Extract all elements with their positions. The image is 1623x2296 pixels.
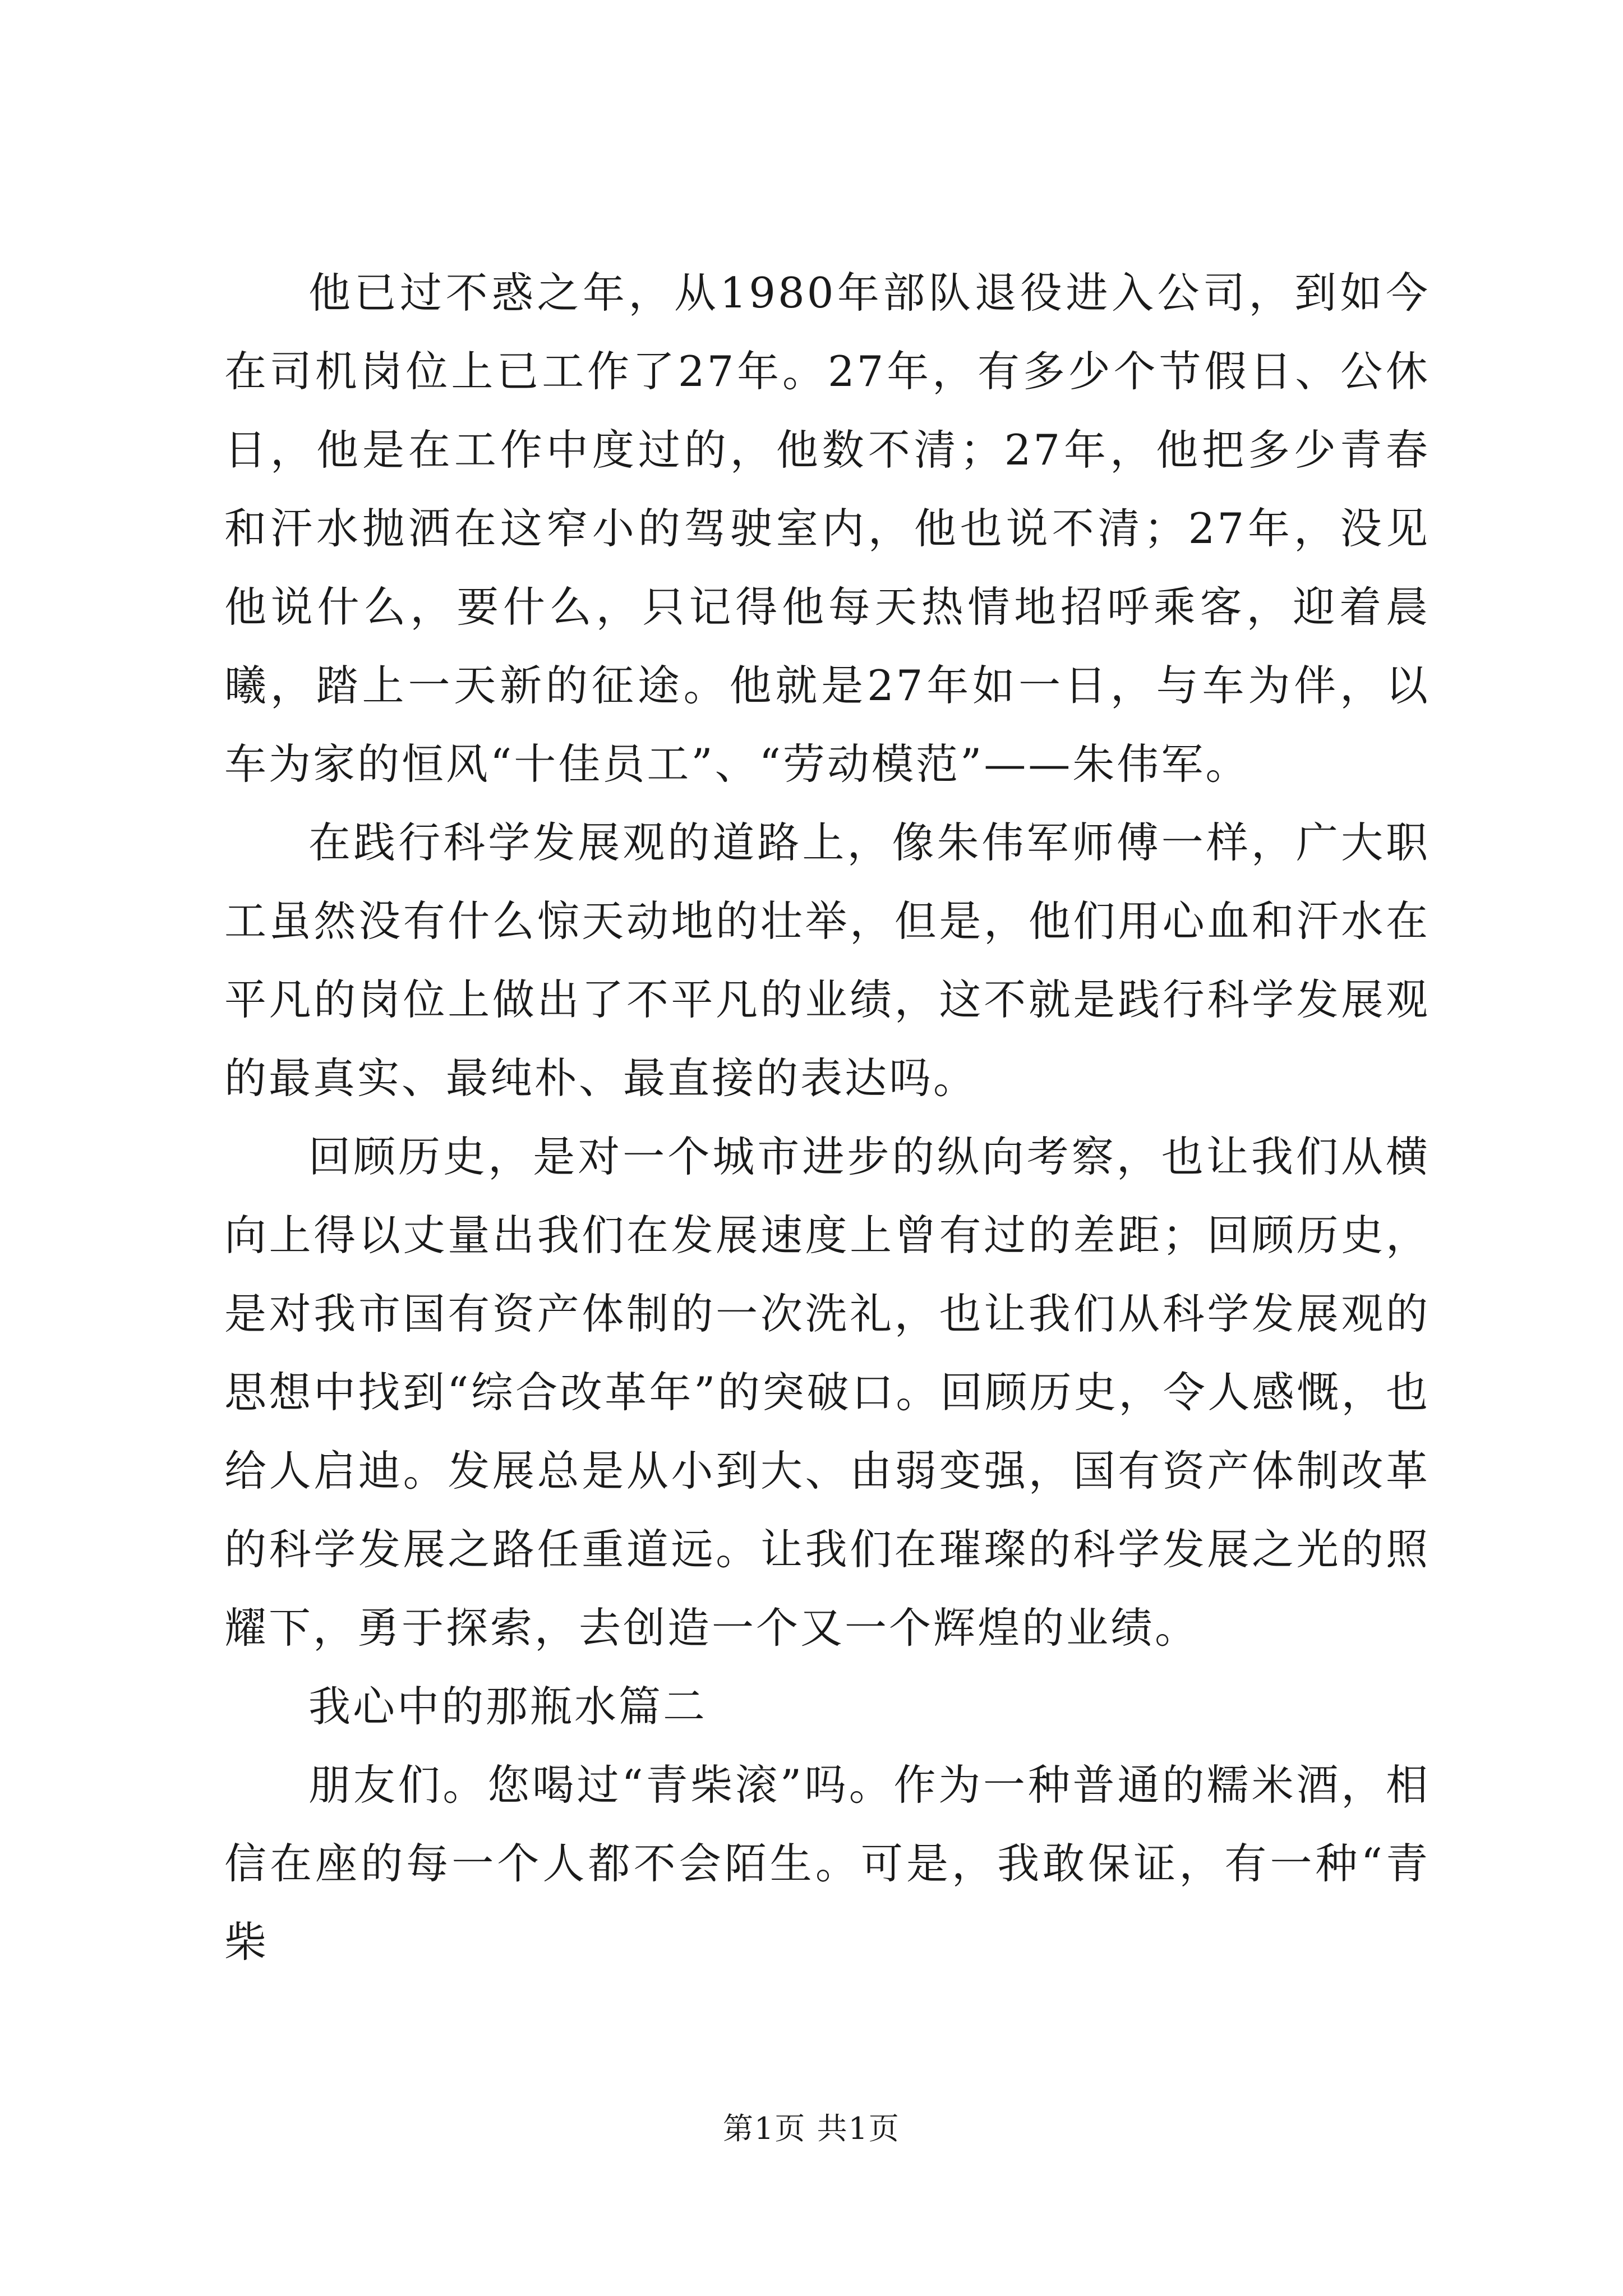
paragraph-4: 朋友们。您喝过“青柴滚”吗。作为一种普通的糯米酒，相信在座的每一个人都不会陌生。可是，我敢保证，有一种“青柴 bbox=[224, 1760, 1430, 1967]
paragraph-3: 回顾历史，是对一个城市进步的纵向考察，也让我们从横向上得以丈量出我们在发展速度上曾有过的差距；回顾历史，是对我市国有资产体制的一次洗礼，也让我们从科学发展观的思想中找到“综合改革年”的突破口。回顾历史，令人感慨，也给人启迪。发展总是从小到大、由弱变强，国有资产体制改革的科学发展之路任重道远。让我们在璀璨的科学发展之光的照耀下，勇于探索，去创造一个又一个辉煌的业绩。 bbox=[224, 1132, 1430, 1653]
paragraph-1: 他已过不惑之年，从1980年部队退役进入公司，到如今在司机岗位上已工作了27年。27年，有多少个节假日、公休日，他是在工作中度过的，他数不清；27年，他把多少青春和汗水抛洒在这窄小的驾驶室内，他也说不清；27年，没见他说什么，要什么，只记得他每天热情地招呼乘客，迎着晨曦，踏上一天新的征途。他就是27年如一日，与车为伴，以车为家的恒风“十佳员工”、“劳动模范”——朱伟军。 bbox=[224, 268, 1430, 789]
document-body bbox=[224, 254, 1430, 1981]
section-heading: 我心中的那瓶水篇二 bbox=[308, 1682, 708, 1731]
page-footer: 第1页 共1页 bbox=[723, 2111, 900, 2146]
paragraph-2: 在践行科学发展观的道路上，像朱伟军师傅一样，广大职工虽然没有什么惊天动地的壮举，但是，他们用心血和汗水在平凡的岗位上做出了不平凡的业绩，这不就是践行科学发展观的最真实、最纯朴、最直接的表达吗。 bbox=[224, 818, 1430, 1103]
